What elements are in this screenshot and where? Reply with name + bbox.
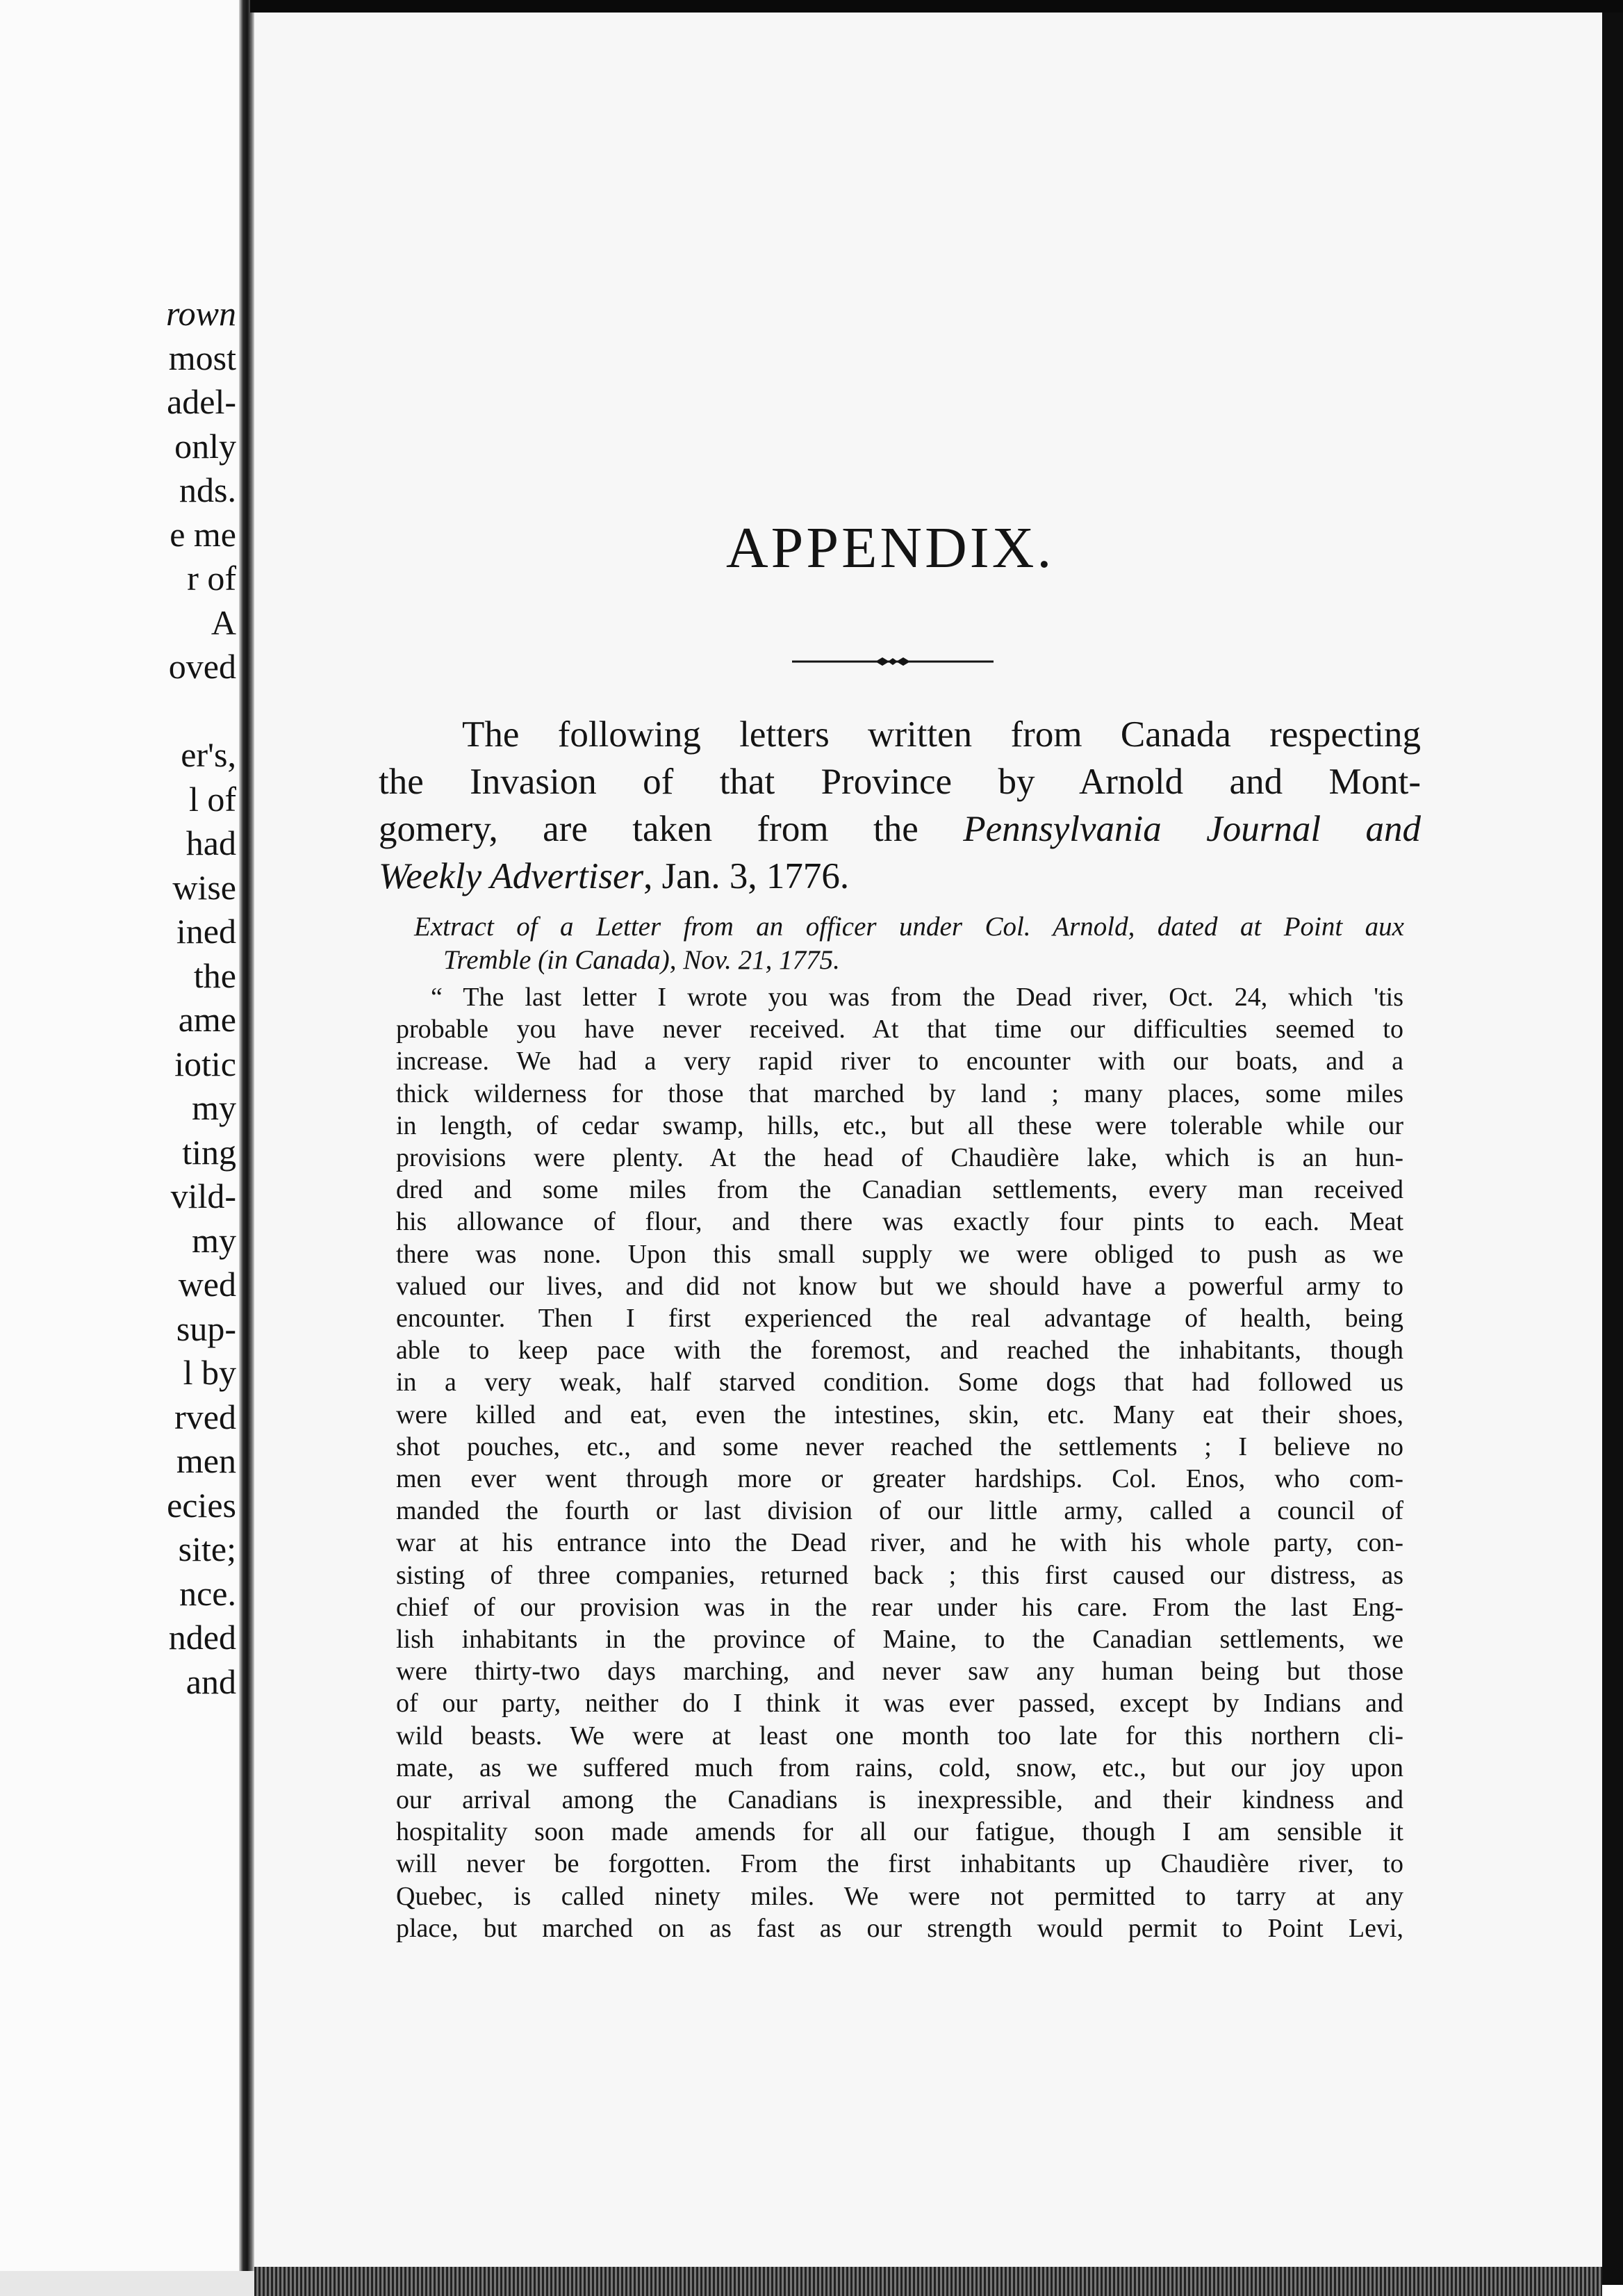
- extract-heading: [414, 910, 1404, 977]
- left-fragment: my: [192, 1088, 236, 1127]
- left-fragment: rved: [174, 1397, 236, 1436]
- letter-line: dred and some miles from the Canadian settlements, every man received: [396, 1175, 1403, 1205]
- left-fragment: rown: [166, 294, 236, 333]
- left-fragment: l by: [183, 1353, 236, 1392]
- left-fragment: vild-: [170, 1176, 236, 1215]
- left-fragment: l of: [188, 779, 236, 819]
- left-fragment: ting: [182, 1132, 236, 1172]
- left-fragment: er's,: [181, 735, 236, 774]
- letter-line: mate, as we suffered much from rains, cold, snow, etc., but our joy upon: [396, 1753, 1403, 1782]
- intro-line: The following letters written from Canada respecting: [462, 714, 1421, 755]
- scan-border-bottom-left: [0, 2271, 254, 2296]
- journal-title-continued: Weekly Advertiser: [379, 856, 644, 896]
- left-fragment: ecies: [167, 1485, 236, 1525]
- intro-date: , Jan. 3, 1776.: [643, 856, 850, 896]
- letter-line: “ The last letter I wrote you was from the Dead river, Oct. 24, which 'tis: [431, 983, 1403, 1012]
- left-fragment: ined: [176, 912, 236, 951]
- scan-border-bottom: [254, 2267, 1602, 2296]
- left-fragment: e me: [170, 514, 236, 554]
- letter-line: will never be forgotten. From the first inhabitants up Chaudière river, to: [396, 1849, 1403, 1879]
- left-page: [0, 0, 239, 2296]
- intro-line-text: gomery, are taken from the: [379, 809, 918, 849]
- left-fragment: the: [193, 956, 236, 995]
- extract-line: Tremble (in Canada), Nov. 21, 1775.: [443, 945, 840, 975]
- left-fragment: nds.: [179, 470, 236, 509]
- journal-title: Pennsylvania Journal and: [963, 809, 1421, 849]
- letter-line: increase. We had a very rapid river to encounter with our boats, and a: [396, 1047, 1403, 1076]
- left-fragment: sup-: [176, 1309, 236, 1348]
- left-fragment: wise: [172, 867, 236, 907]
- letter-body: [396, 981, 1403, 1944]
- ornament-divider: [792, 653, 994, 670]
- letter-line: in length, of cedar swamp, hills, etc., but all these were tolerable while our: [396, 1110, 1403, 1140]
- letter-line: chief of our provision was in the rear under his care. From the last Eng-: [396, 1592, 1403, 1622]
- letter-line: valued our lives, and did not know but we should have a powerful army to: [396, 1271, 1403, 1301]
- letter-line: shot pouches, etc., and some never reached the settlements ; I believe no: [396, 1432, 1403, 1461]
- intro-line: [379, 805, 1421, 853]
- left-fragment: had: [186, 823, 236, 862]
- left-fragment: my: [192, 1220, 236, 1260]
- letter-line: lish inhabitants in the province of Maine, to the Canadian settlements, we: [396, 1625, 1403, 1655]
- book-gutter: [239, 0, 254, 2296]
- letter-line: provisions were plenty. At the head of Chaudière lake, which is an hun-: [396, 1143, 1403, 1173]
- letter-line: men ever went through more or greater hardships. Col. Enos, who com-: [396, 1464, 1403, 1494]
- letter-line: sisting of three companies, returned back ; this first caused our distress, as: [396, 1560, 1403, 1590]
- letter-line: probable you have never received. At that time our difficulties seemed to: [396, 1015, 1403, 1044]
- left-fragment: men: [176, 1441, 236, 1480]
- letter-line: there was none. Upon this small supply we were obliged to push as we: [396, 1239, 1403, 1269]
- letter-line: place, but marched on as fast as our strength would permit to Point Levi,: [396, 1913, 1403, 1943]
- intro-line: the Invasion of that Province by Arnold and Mont-: [379, 762, 1421, 802]
- letter-line: were killed and eat, even the intestines, skin, etc. Many eat their shoes,: [396, 1400, 1403, 1429]
- letter-line: wild beasts. We were at least one month too late for this northern cli-: [396, 1721, 1403, 1750]
- intro-paragraph: [379, 711, 1421, 900]
- left-fragment: [0, 689, 236, 734]
- left-fragment: and: [186, 1662, 236, 1701]
- left-fragment: ame: [178, 1000, 236, 1039]
- letter-line: war at his entrance into the Dead river, and he with his whole party, con-: [396, 1528, 1403, 1558]
- letter-line: manded the fourth or last division of our little army, called a council of: [396, 1496, 1403, 1526]
- left-fragment: A: [211, 602, 236, 642]
- letter-line: encounter. Then I first experienced the real advantage of health, being: [396, 1304, 1403, 1334]
- letter-line: hospitality soon made amends for all our fatigue, though I am sensible it: [396, 1817, 1403, 1847]
- scan-border-right: [1602, 13, 1623, 2285]
- letter-line: Quebec, is called ninety miles. We were not permitted to tarry at any: [396, 1881, 1403, 1911]
- left-page-text-fragments: [0, 292, 236, 1704]
- letter-line: his allowance of flour, and there was exactly four pints to each. Meat: [396, 1207, 1403, 1237]
- scan-border-top: [250, 0, 1623, 13]
- letter-line: of our party, neither do I think it was ever passed, except by Indians and: [396, 1689, 1403, 1719]
- letter-line: were thirty-two days marching, and never saw any human being but those: [396, 1657, 1403, 1687]
- intro-line: [379, 853, 1421, 900]
- left-fragment: only: [174, 426, 236, 466]
- left-fragment: r of: [187, 559, 236, 598]
- letter-line: thick wilderness for those that marched by land ; many places, some miles: [396, 1079, 1403, 1108]
- left-fragment: oved: [168, 647, 236, 686]
- letter-line: our arrival among the Canadians is inexpressible, and their kindness and: [396, 1785, 1403, 1815]
- left-fragment: iotic: [174, 1044, 236, 1083]
- left-fragment: site;: [178, 1530, 236, 1568]
- left-fragment: nded: [168, 1618, 236, 1657]
- page-title: APPENDIX.: [726, 516, 1055, 580]
- left-fragment: nce.: [179, 1573, 236, 1613]
- letter-line: in a very weak, half starved condition. Some dogs that had followed us: [396, 1368, 1403, 1397]
- left-fragment: wed: [178, 1265, 236, 1304]
- extract-line: Extract of a Letter from an officer under Col. Arnold, dated at Point aux: [414, 912, 1404, 942]
- left-fragment: adel-: [167, 382, 236, 421]
- letter-line: able to keep pace with the foremost, and reached the inhabitants, though: [396, 1336, 1403, 1366]
- left-fragment: most: [168, 338, 236, 377]
